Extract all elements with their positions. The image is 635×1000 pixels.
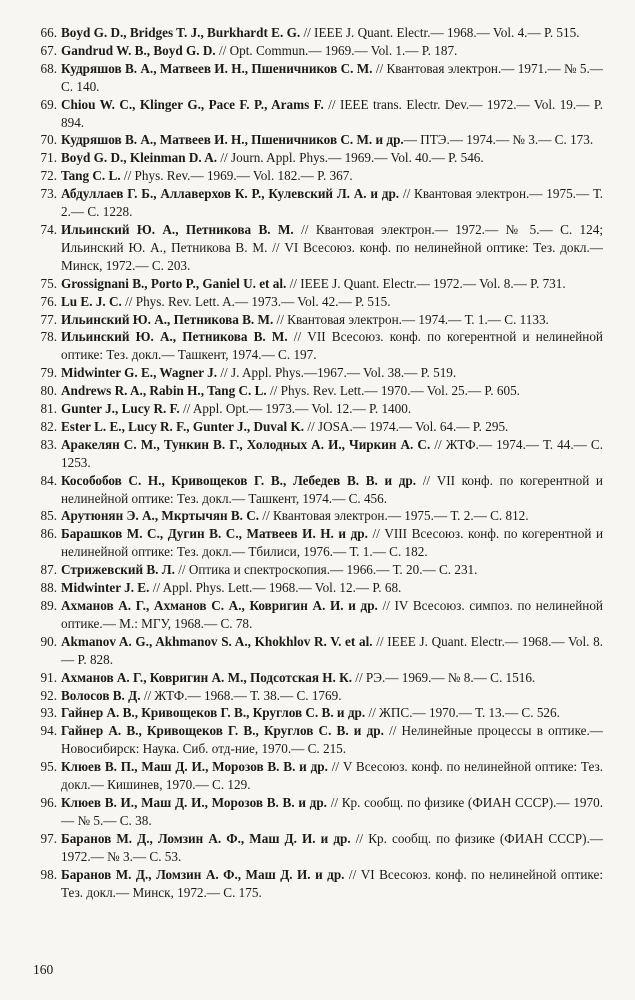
reference-number: 74.	[40, 221, 57, 237]
reference-authors: Ильинский Ю. А., Петникова В. М.	[61, 221, 294, 237]
reference-source: // Квантовая электрон.— 1975.— Т. 2.— С. 1228.	[61, 186, 603, 220]
reference-authors: Akmanov A. G., Akhmanov S. A., Khokhlov R. V. et al.	[61, 633, 373, 649]
reference-number: 93.	[40, 705, 57, 721]
reference-entry	[33, 722, 603, 758]
reference-entry	[33, 758, 603, 794]
reference-entry	[33, 293, 603, 311]
reference-entry	[33, 561, 603, 579]
reference-number: 98.	[40, 866, 57, 882]
reference-authors: Ахманов А. Г., Ковригин А. М., Подсотская Н. К.	[61, 669, 352, 685]
reference-source: // VI Всесоюз. конф. по нелинейной оптике: Тез. докл.— Минск, 1972.— С. 175.	[61, 866, 603, 900]
reference-entry	[33, 24, 603, 42]
reference-number: 73.	[40, 186, 57, 202]
reference-entry	[33, 328, 603, 364]
reference-authors: Стрижевский В. Л.	[61, 562, 175, 578]
reference-number: 76.	[40, 293, 57, 309]
reference-number: 81.	[40, 401, 57, 417]
reference-number: 67.	[40, 42, 57, 58]
reference-entry	[33, 669, 603, 687]
reference-authors: Гайнер А. В., Кривощеков Г. В., Круглов С. В. и др.	[61, 723, 384, 739]
reference-authors: Арутюнян Э. А., Мкртычян В. С.	[61, 508, 260, 524]
reference-entry	[33, 579, 603, 597]
reference-authors: Lu E. J. C.	[61, 293, 122, 309]
reference-authors: Кудряшов В. А., Матвеев И. Н., Пшеничников С. М.	[61, 60, 373, 76]
reference-authors: Барашков М. С., Дугин В. С., Матвеев И. Н. и др.	[61, 526, 368, 542]
reference-source: // IV Всесоюз. симпоз. по нелинейной оптике.— М.: МГУ, 1968.— С. 78.	[61, 598, 603, 631]
reference-authors: Midwinter J. E.	[61, 580, 150, 596]
reference-entry	[33, 436, 603, 472]
reference-authors: Ester L. E., Lucy R. F., Gunter J., Duval K.	[61, 418, 305, 434]
reference-source: // Кр. сообщ. по физике (ФИАН СССР).— 1970.— № 5.— С. 38.	[61, 794, 604, 828]
reference-number: 96.	[40, 794, 57, 810]
reference-source: // VIII Всесоюз. конф. по когерентной и нелинейной оптике: Тез. докл.— Тбилиси, 1976.— Т. 1.— С. 182.	[61, 526, 603, 560]
reference-authors: Tang C. L.	[61, 168, 121, 184]
reference-entry	[33, 275, 603, 293]
reference-authors: Ахманов А. Г., Ахманов С. А., Ковригин А. И. и др.	[61, 598, 378, 613]
reference-entry	[33, 149, 603, 167]
reference-source: // Appl. Opt.— 1973.— Vol. 12.— P. 1400.	[179, 401, 412, 417]
reference-authors: Ильинский Ю. А., Петникова В. М.	[61, 311, 274, 327]
reference-source: // ЖТФ.— 1968.— Т. 38.— С. 1769.	[140, 687, 342, 703]
reference-authors: Клюев В. И., Маш Д. И., Морозов В. В. и др.	[61, 794, 327, 810]
reference-number: 75.	[40, 275, 57, 291]
reference-number: 71.	[40, 150, 57, 166]
reference-number: 87.	[40, 562, 57, 578]
reference-number: 90.	[40, 633, 57, 649]
reference-entry	[33, 96, 603, 132]
reference-number: 69.	[40, 96, 57, 112]
reference-number: 95.	[40, 759, 57, 775]
reference-source: // Phys. Rev. Lett. A.— 1973.— Vol. 42.— P. 515.	[121, 293, 391, 309]
reference-authors: Абдуллаев Г. Б., Аллаверхов К. Р., Кулевский Л. А. и др.	[61, 186, 400, 202]
reference-source: // Оптика и спектроскопия.— 1966.— Т. 20.— С. 231.	[174, 562, 478, 578]
reference-authors: Клюев В. П., Маш Д. И., Морозов В. В. и др.	[61, 759, 328, 775]
reference-authors: Chiou W. C., Klinger G., Pace F. P., Arams F.	[61, 96, 324, 112]
reference-source: // J. Appl. Phys.—1967.— Vol. 38.— P. 519.	[217, 365, 457, 381]
reference-source: // Квантовая электрон.— 1974.— Т. 1.— С. 1133.	[273, 311, 549, 327]
reference-source: // Opt. Commun.— 1969.— Vol. 1.— P. 187.	[215, 42, 458, 58]
reference-number: 97.	[40, 830, 57, 846]
reference-entry	[33, 400, 603, 418]
reference-entry	[33, 704, 603, 722]
reference-source: // ЖТФ.— 1974.— Т. 44.— С. 1253.	[61, 436, 603, 470]
reference-number: 83.	[40, 436, 57, 452]
reference-entry	[33, 382, 603, 400]
reference-source: — ПТЭ.— 1974.— № 3.— С. 173.	[403, 132, 594, 148]
reference-entry	[33, 687, 603, 705]
reference-authors: Аракелян С. М., Тункин В. Г., Холодных А. И., Чиркин А. С.	[61, 436, 431, 452]
reference-number: 80.	[40, 383, 57, 399]
reference-authors: Andrews R. A., Rabin H., Tang C. L.	[61, 383, 267, 399]
reference-authors: Ильинский Ю. А., Петникова В. М.	[61, 329, 288, 345]
reference-source: // V Всесоюз. конф. по нелинейной оптике: Тез. докл.— Кишинев, 1970.— С. 129.	[61, 759, 603, 793]
reference-source: // Phys. Rev.— 1969.— Vol. 182.— P. 367.	[120, 168, 353, 184]
reference-source: // Phys. Rev. Lett.— 1970.— Vol. 25.— P. 605.	[266, 383, 520, 399]
reference-authors: Волосов В. Д.	[61, 687, 141, 703]
reference-entry	[33, 364, 603, 382]
reference-entry	[33, 42, 603, 60]
reference-number: 92.	[40, 687, 57, 703]
reference-number: 84.	[40, 472, 57, 488]
reference-entry	[33, 185, 603, 221]
reference-authors: Grossignani B., Porto P., Ganiel U. et al.	[61, 275, 287, 291]
reference-source: // IEEE trans. Electr. Dev.— 1972.— Vol. 19.— P. 894.	[61, 96, 603, 130]
reference-entry	[33, 167, 603, 185]
reference-source: // VII Всесоюз. конф. по когерентной и нелинейной оптике: Тез. докл.— Ташкент, 1974.— С. 197.	[61, 329, 603, 363]
reference-source: // ЖПС.— 1970.— Т. 13.— С. 526.	[365, 705, 560, 721]
reference-entry	[33, 472, 603, 508]
reference-entry	[33, 60, 603, 96]
reference-number: 91.	[40, 669, 57, 685]
reference-authors: Boyd G. D., Bridges T. J., Burkhardt E. G.	[61, 25, 301, 40]
reference-authors: Boyd G. D., Kleinman D. A.	[61, 150, 218, 166]
reference-source: // IEEE J. Quant. Electr.— 1968.— Vol. 4.— P. 515.	[300, 25, 580, 40]
reference-entry	[33, 830, 603, 866]
reference-entry	[33, 633, 603, 669]
reference-source: // Квантовая электрон.— 1972.— № 5.— С. 124; Ильинский Ю. А., Петникова В. М. // VI Всесоюз. конф. по нелинейной оптике: Тез. докл.— Минск, 1972.— С. 203.	[61, 221, 604, 273]
reference-number: 94.	[40, 723, 57, 739]
reference-number: 72.	[40, 168, 57, 184]
reference-entry	[33, 597, 603, 633]
reference-authors: Кособобов С. Н., Кривощеков Г. В., Лебедев В. В. и др.	[61, 472, 417, 488]
reference-number: 68.	[40, 60, 57, 76]
reference-number: 77.	[40, 311, 57, 327]
reference-number: 89.	[40, 598, 57, 613]
reference-number: 70.	[40, 132, 57, 148]
reference-authors: Gunter J., Lucy R. F.	[61, 401, 180, 417]
reference-entry	[33, 866, 603, 902]
reference-source: // Нелинейные процессы в оптике.— Новосибирск: Наука. Сиб. отд-ние, 1970.— С. 215.	[61, 723, 603, 757]
reference-authors: Гайнер А. В., Кривощеков Г. В., Круглов С. В. и др.	[61, 705, 366, 721]
reference-authors: Кудряшов В. А., Матвеев И. Н., Пшеничников С. М. и др.	[61, 132, 404, 148]
reference-source: // Appl. Phys. Lett.— 1968.— Vol. 12.— P. 68.	[149, 580, 402, 596]
reference-source: // РЭ.— 1969.— № 8.— С. 1516.	[352, 669, 536, 685]
page-number: 160	[33, 962, 54, 977]
reference-number: 85.	[40, 508, 57, 524]
reference-number: 88.	[40, 580, 57, 596]
reference-entry	[33, 131, 603, 149]
reference-source: // VII конф. по когерентной и нелинейной оптике: Тез. докл.— Ташкент, 1974.— С. 456.	[61, 472, 603, 506]
reference-source: // IEEE J. Quant. Electr.— 1972.— Vol. 8.— P. 731.	[286, 275, 566, 291]
reference-number: 82.	[40, 418, 57, 434]
reference-entry	[33, 507, 603, 525]
reference-number: 66.	[40, 25, 57, 40]
reference-source: // IEEE J. Quant. Electr.— 1968.— Vol. 8.— P. 828.	[61, 633, 603, 667]
reference-entry	[33, 525, 603, 561]
reference-authors: Midwinter G. E., Wagner J.	[61, 365, 218, 381]
reference-source: // JOSA.— 1974.— Vol. 64.— P. 295.	[304, 418, 509, 434]
reference-number: 78.	[40, 329, 57, 345]
reference-entry	[33, 221, 603, 275]
reference-source: // Квантовая электрон.— 1971.— № 5.— С. 140.	[61, 60, 603, 94]
reference-list	[33, 24, 603, 901]
reference-source: // Квантовая электрон.— 1975.— Т. 2.— С. 812.	[259, 508, 529, 524]
reference-source: // Journ. Appl. Phys.— 1969.— Vol. 40.— P. 546.	[217, 150, 484, 166]
reference-number: 86.	[40, 526, 57, 542]
reference-authors: Баранов М. Д., Ломзин А. Ф., Маш Д. И. и др.	[61, 866, 345, 882]
reference-entry	[33, 311, 603, 329]
reference-authors: Gandrud W. B., Boyd G. D.	[61, 42, 216, 58]
reference-entry	[33, 794, 603, 830]
reference-entry	[33, 418, 603, 436]
reference-authors: Баранов М. Д., Ломзин А. Ф., Маш Д. И. и др.	[61, 830, 351, 846]
reference-number: 79.	[40, 365, 57, 381]
reference-source: // Кр. сообщ. по физике (ФИАН СССР).— 1972.— № 3.— С. 53.	[61, 830, 603, 864]
